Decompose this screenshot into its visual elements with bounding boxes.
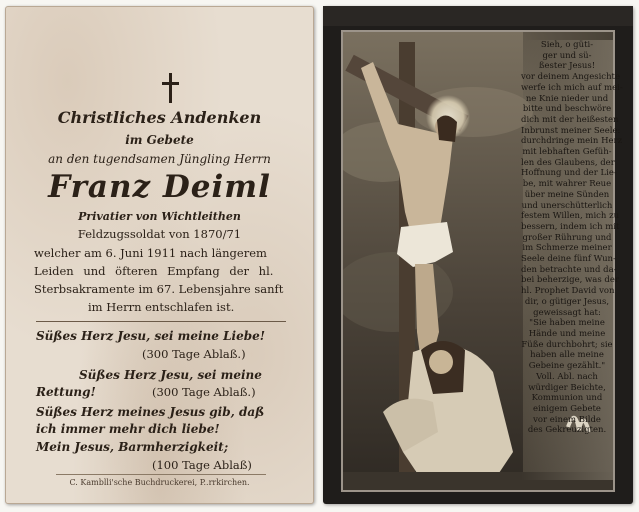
prayer-line: be, mit wahrer Reue [522, 179, 612, 190]
deceased-name: Franz Deiml [48, 169, 271, 205]
prayer-line: und unerschütterlich [521, 200, 613, 211]
body-line: Sterbsakramente im 67. Lebensjahre sanft [34, 282, 284, 296]
prayer-line: geweissagt hat: [533, 307, 601, 318]
prayer-line: würdiger Beichte, [528, 382, 606, 393]
prayer-line: dir, o gütiger Jesus, [524, 296, 610, 307]
indulgence-note: (300 Tage Ablaß.) [152, 385, 256, 399]
indulgence-note: (300 Tage Ablaß.) [142, 347, 246, 361]
prayer-line: len des Glaubens, der [521, 157, 615, 168]
indulgence-note: (100 Tage Ablaß) [152, 458, 252, 472]
prayer-line: durchdringe mein Herz [521, 136, 623, 147]
prayer-line: bessern, indem ich mit [521, 221, 620, 232]
prayer-line: den betrachte und da- [521, 264, 617, 275]
divider [36, 321, 286, 322]
prayer-line: ne Knie nieder und [525, 93, 609, 104]
prayer-text: Mein Jesus, Barmherzigkeit; [36, 440, 229, 454]
prayer-line: ßester Jesus! [538, 61, 596, 72]
prayer-line: Gebeine gezählt." [528, 361, 606, 372]
card-border [323, 6, 633, 26]
subheading-im-gebete: im Gebete [125, 133, 194, 147]
prayer-line: im Schmerze meiner [522, 243, 612, 254]
prayer-line: bei beherzige, was der [521, 275, 619, 286]
prayer-line: Seele deine fünf Wun- [521, 254, 616, 265]
prayer-line: ger und sü- [542, 50, 592, 61]
image-frame [341, 30, 623, 492]
prayer-text: Rettung! [36, 385, 96, 399]
prayer-line: dich mit der heißesten [521, 114, 619, 125]
prayer-line: vor deinem Angesichte [521, 72, 620, 83]
prayer-line: mit lebhaften Gefüh- [522, 147, 612, 158]
prayer-line: Sieh, o güti- [540, 40, 594, 50]
prayer-text: Süßes Herz Jesu, sei meine [79, 368, 262, 382]
prayer-text-panel [521, 40, 623, 480]
prayer-line: des Gekreuzigten. [527, 425, 607, 436]
prayer-text: ich immer mehr dich liebe! [36, 422, 220, 436]
body-line: welcher am 6. Juni 1911 nach längerem [34, 246, 267, 260]
body-line: Leiden und öfteren Empfang der hl. [34, 264, 274, 278]
dedication-line: an den tugendsamen Jüngling Herrn [48, 152, 271, 166]
memorial-card-text-side [5, 6, 314, 504]
prayer-line: bitte und beschwöre [522, 104, 612, 115]
cross-icon [160, 73, 180, 103]
body-line: im Herrn entschlafen ist. [88, 300, 235, 314]
prayer-line: Hoffnung und der Lie- [521, 168, 617, 179]
prayer-line: großer Rührung und [522, 232, 612, 243]
divider [56, 474, 266, 475]
prayer-line: werfe ich mich auf mei- [521, 82, 623, 93]
prayer-line: Inbrunst meiner Seele: [521, 125, 621, 136]
prayer-line: haben alle meine [530, 350, 604, 361]
prayer-text: Süßes Herz Jesu, sei meine Liebe! [36, 329, 265, 343]
prayer-line: einigem Gebete [533, 403, 601, 414]
prayer-line: "Sie haben meine [529, 318, 605, 329]
prayer-line: hl. Prophet David von [521, 286, 615, 297]
prayer-line: festem Willen, mich zu [521, 211, 620, 222]
prayer-line: Hände und meine [528, 328, 606, 339]
memorial-card-image-side [323, 6, 633, 504]
prayer-line: Füße durchbohrt; sie [521, 339, 613, 350]
printer-imprint: C. Kamblli'sche Buchdruckerei, P..rrkirchen. [69, 478, 250, 487]
occupation-line: Privatier von Wichtleithen [78, 210, 241, 223]
prayer-line: vor einem Bilde [533, 414, 601, 425]
prayer-line: Voll. Abl. nach [536, 371, 598, 382]
soldier-line: Feldzugssoldat von 1870/71 [77, 227, 242, 241]
heading: Christliches Andenken [57, 108, 262, 127]
prayer-line: über meine Sünden [524, 189, 610, 200]
prayer-line: Kommunion und [531, 393, 603, 404]
prayer-text: Süßes Herz meines Jesus gib, daß [36, 405, 265, 419]
